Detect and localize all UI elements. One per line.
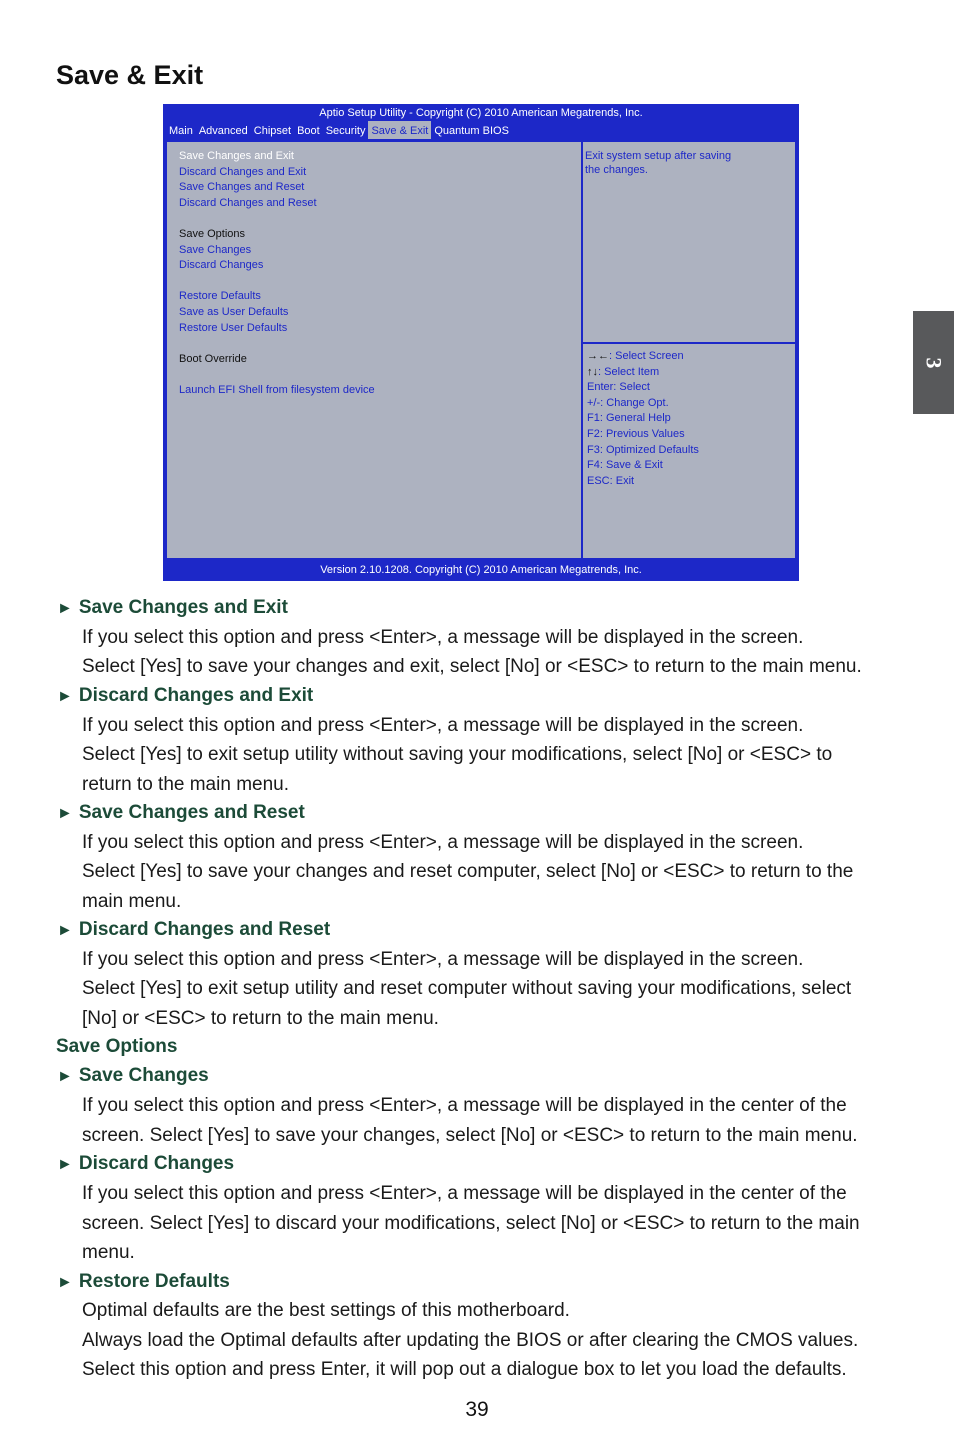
bios-help-divider <box>583 342 795 344</box>
section-heading-discard-changes-exit: ► Discard Changes and Exit <box>57 685 314 706</box>
bios-tab-main[interactable]: Main <box>169 125 193 137</box>
bios-footer: Version 2.10.1208. Copyright (C) 2010 American Megatrends, Inc. <box>320 564 642 576</box>
triangle-bullet-icon: ► <box>57 922 73 939</box>
bios-key-hint <box>587 365 699 381</box>
paragraph-line: menu. <box>82 1242 135 1263</box>
bios-tab-security[interactable]: Security <box>325 125 366 137</box>
page-number: 39 <box>465 1398 489 1421</box>
bios-menu-item[interactable]: Launch EFI Shell from filesystem device <box>179 383 375 396</box>
bios-menu-bar <box>166 121 512 139</box>
bios-menu-item[interactable]: Restore User Defaults <box>179 321 288 334</box>
bios-item-list <box>179 149 375 399</box>
triangle-bullet-icon: ► <box>57 1156 73 1173</box>
paragraph-line: If you select this option and press <Enter>, a message will be displayed in the screen. <box>82 715 804 736</box>
bios-key-hint <box>587 474 699 490</box>
bios-tab-quantum-bios[interactable]: Quantum BIOS <box>434 125 509 137</box>
paragraph-line: If you select this option and press <Enter>, a message will be displayed in the center of the <box>82 1183 847 1204</box>
bios-key-legend <box>587 349 699 489</box>
bios-key-text: F3: Optimized Defaults <box>587 443 699 456</box>
bios-key-hint <box>587 427 699 443</box>
paragraph-line: Optimal defaults are the best settings of this motherboard. <box>82 1300 570 1321</box>
triangle-bullet-icon: ► <box>57 1068 73 1085</box>
paragraph-line: Always load the Optimal defaults after updating the BIOS or after clearing the CMOS values. <box>82 1330 859 1351</box>
bios-key-text: : Select Item <box>598 365 660 378</box>
bios-help-line: the changes. <box>585 164 648 176</box>
section-heading-save-changes: ► Save Changes <box>57 1065 209 1086</box>
bios-menu-item[interactable]: Save Changes and Exit <box>179 150 294 162</box>
section-heading-restore-defaults: ► Restore Defaults <box>57 1271 230 1292</box>
bios-help-text <box>585 149 790 177</box>
arrow-keys-icon: →← <box>587 350 609 362</box>
bios-spacer <box>179 274 375 290</box>
bios-key-hint <box>587 380 699 396</box>
paragraph-line: main menu. <box>82 891 182 912</box>
triangle-bullet-icon: ► <box>57 805 73 822</box>
section-heading-discard-changes: ► Discard Changes <box>57 1153 235 1174</box>
section-heading-discard-changes-reset: ► Discard Changes and Reset <box>57 919 331 940</box>
section-heading-save-changes-exit: ► Save Changes and Exit <box>57 597 288 618</box>
paragraph-line: screen. Select [Yes] to save your changes, select [No] or <ESC> to return to the main menu. <box>82 1125 858 1146</box>
bios-tab-advanced[interactable]: Advanced <box>198 125 248 137</box>
bios-spacer <box>179 367 375 383</box>
bios-section-label: Boot Override <box>179 352 247 365</box>
bios-key-text: F1: General Help <box>587 412 671 425</box>
bios-header: Aptio Setup Utility - Copyright (C) 2010 American Megatrends, Inc. <box>319 107 643 119</box>
bios-spacer <box>179 211 375 227</box>
page-title: Save & Exit <box>56 60 204 90</box>
triangle-bullet-icon: ► <box>57 600 73 617</box>
paragraph-line: Select [Yes] to exit setup utility without saving your modifications, select [No] or <ESC> to <box>82 744 833 765</box>
chapter-number: 3 <box>921 357 947 368</box>
bios-tab-boot[interactable]: Boot <box>297 125 320 137</box>
bios-menu-item[interactable]: Discard Changes and Exit <box>179 165 307 178</box>
bios-key-text: F2: Previous Values <box>587 427 685 440</box>
triangle-bullet-icon: ► <box>57 1274 73 1291</box>
paragraph-line: If you select this option and press <Enter>, a message will be displayed in the screen. <box>82 949 804 970</box>
bios-key-text: ESC: Exit <box>587 474 635 487</box>
bios-tab-save-exit[interactable]: Save & Exit <box>368 121 431 139</box>
paragraph-line: If you select this option and press <Enter>, a message will be displayed in the screen. <box>82 627 804 648</box>
bios-menu-item[interactable]: Discard Changes and Reset <box>179 196 317 209</box>
bios-key-hint <box>587 396 699 412</box>
bios-spacer <box>179 336 375 352</box>
arrow-keys-icon: ↑↓ <box>587 365 598 378</box>
bios-key-hint <box>587 411 699 427</box>
paragraph-line: If you select this option and press <Enter>, a message will be displayed in the center of the <box>82 1095 847 1116</box>
paragraph-line: If you select this option and press <Enter>, a message will be displayed in the screen. <box>82 832 804 853</box>
bios-tab-chipset[interactable]: Chipset <box>253 125 292 137</box>
bios-key-text: : Select Screen <box>609 350 684 362</box>
bios-key-hint <box>587 443 699 459</box>
bios-key-hint <box>587 349 699 365</box>
bios-menu-item[interactable]: Discard Changes <box>179 259 264 272</box>
bios-screenshot <box>163 104 799 581</box>
bios-vertical-divider <box>581 142 583 558</box>
bios-body <box>165 140 797 560</box>
bios-key-hint <box>587 458 699 474</box>
paragraph-line: screen. Select [Yes] to discard your modifications, select [No] or <ESC> to return to the main <box>82 1213 860 1234</box>
paragraph-line: [No] or <ESC> to return to the main menu. <box>82 1008 439 1029</box>
paragraph-line: Select [Yes] to save your changes and reset computer, select [No] or <ESC> to return to the <box>82 861 854 882</box>
bios-menu-item[interactable]: Save as User Defaults <box>179 305 289 318</box>
bios-menu-item[interactable]: Save Changes and Reset <box>179 181 305 194</box>
paragraph-line: Select this option and press Enter, it will pop out a dialogue box to let you load the defaults. <box>82 1359 847 1380</box>
bios-key-text: F4: Save & Exit <box>587 459 663 472</box>
bios-menu-item[interactable]: Save Changes <box>179 243 252 256</box>
bios-menu-item[interactable]: Restore Defaults <box>179 290 261 303</box>
triangle-bullet-icon: ► <box>57 688 73 705</box>
save-options-heading: Save Options <box>56 1036 178 1057</box>
paragraph-line: return to the main menu. <box>82 774 289 795</box>
paragraph-line: Select [Yes] to save your changes and exit, select [No] or <ESC> to return to the main menu. <box>82 656 862 677</box>
paragraph-line: Select [Yes] to exit setup utility and reset computer without saving your modifications, select <box>82 978 852 999</box>
bios-section-label: Save Options <box>179 227 246 240</box>
chapter-tab <box>913 311 954 414</box>
section-heading-save-changes-reset: ► Save Changes and Reset <box>57 802 305 823</box>
bios-key-text: Enter: Select <box>587 381 650 394</box>
bios-help-line: Exit system setup after saving <box>585 150 732 162</box>
bios-key-text: +/-: Change Opt. <box>587 396 669 409</box>
